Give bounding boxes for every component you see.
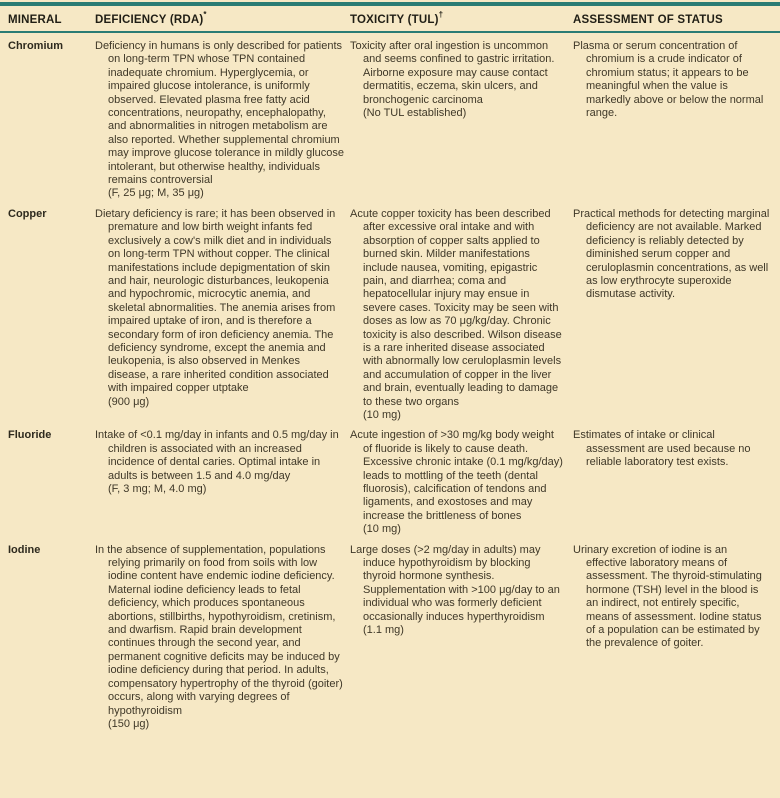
assessment-text: Plasma or serum concentration of chromium is a crude indicator of chromium status; it appears to be meaningful when the value is markedly above or below the normal range. xyxy=(573,40,764,120)
deficiency-text: Intake of <0.1 mg/day in infants and 0.5 mg/day in children is associated with an increased incidence of dental caries. Optimal intake in adults is between 1.5 and 4.0 mg/day xyxy=(95,429,339,482)
mineral-name: Fluoride xyxy=(8,429,52,442)
deficiency-cell xyxy=(95,544,350,732)
deficiency-rda-note: (900 μg) xyxy=(108,395,150,408)
assessment-cell xyxy=(573,208,772,423)
footnote-asterisk: * xyxy=(203,10,207,20)
deficiency-cell xyxy=(95,429,350,536)
deficiency-cell xyxy=(95,208,350,423)
column-header-deficiency xyxy=(95,11,350,26)
mineral-name: Iodine xyxy=(8,543,41,556)
deficiency-rda-note: (F, 25 μg; M, 35 μg) xyxy=(108,187,204,200)
assessment-text: Practical methods for detecting marginal deficiency are not available. Marked deficiency is reliably detected by diminished serum copper and ceruloplasmin concentrations, as well as low erythrocyte superoxide dismutase activity. xyxy=(573,207,770,301)
table-header-row xyxy=(0,6,780,31)
assessment-text: Estimates of intake or clinical assessment are used because no reliable laboratory test exists. xyxy=(573,429,751,469)
table-row-iodine xyxy=(0,544,780,732)
toxicity-tul-note: (No TUL established) xyxy=(363,107,467,120)
toxicity-tul-note: (10 mg) xyxy=(363,523,401,536)
column-header-assessment xyxy=(573,11,772,26)
deficiency-rda-note: (150 μg) xyxy=(108,717,150,730)
toxicity-text: Acute ingestion of >30 mg/kg body weight of fluoride is likely to cause death. Excessive chronic intake (0.1 mg/kg/day) leads to mottling of the teeth (dental fluorosis), calcification of tendons and ligaments, and exostoses and may increase the brittleness of bones xyxy=(350,429,563,522)
toxicity-text: Toxicity after oral ingestion is uncommon and seems confined to gastric irritation. Airborne exposure may cause contact dermatitis, eczema, skin ulcers, and bronchogenic carcinoma xyxy=(350,40,555,106)
column-header-mineral-label: MINERAL xyxy=(8,13,62,26)
column-header-deficiency-label: DEFICIENCY (RDA) xyxy=(95,13,204,26)
column-header-assessment-label: ASSESSMENT OF STATUS xyxy=(573,13,723,26)
assessment-cell xyxy=(573,429,772,536)
deficiency-text: Dietary deficiency is rare; it has been observed in premature and low birth weight infants fed exclusively a cow's milk diet and in individuals on long-term TPN without copper. The clinical manifestations include depigmentation of skin and hair, neurologic disturbances, leukopenia and hypochromic, microcytic anemia, and skeletal abnormalities. The anemia arises from impaired uptake of iron, and is therefore a secondary form of iron deficiency anemia. The deficiency syndrome, except the anemia and leukopenia, is also observed in Menkes disease, a rare inherited condition associated with impaired copper utptake xyxy=(95,207,336,395)
column-header-mineral xyxy=(8,11,95,26)
header-rule xyxy=(0,31,780,33)
deficiency-rda-note: (F, 3 mg; M, 4.0 mg) xyxy=(108,483,207,495)
table-row-fluoride xyxy=(0,429,780,536)
assessment-cell xyxy=(573,544,772,732)
footnote-dagger: † xyxy=(438,10,444,20)
deficiency-text: Deficiency in humans is only described for patients on long-term TPN whose TPN contained inadequate chromium. Hyperglycemia, or impaired glucose intolerance, is uniformly observed. Elevated plasma free fatty acid concentrations, neuropathy, encephalopathy, and abnormalities in nitrogen metabolism are also reported. Whether supplemental chromium may improve glucose tolerance in mildly glucose intolerant, but otherwise healthy, individuals remains controversial xyxy=(95,40,344,187)
toxicity-text: Acute copper toxicity has been described after excessive oral intake and with absorption of copper salts applied to burned skin. Milder manifestations include nausea, vomiting, epigastric pain, and diarrhea; coma and hepatocellular injury may ensue in severe cases. Toxicity may be seen with doses as low as 70 μg/kg/day. Chronic toxicity is also described. Wilson disease is a rare inherited disease associated with abnormally low ceruloplasmin levels and accumulation of copper in the liver and brain, eventually leading to damage to these two organs xyxy=(350,207,562,408)
toxicity-tul-note: (1.1 mg) xyxy=(363,624,404,637)
table-row-copper xyxy=(0,208,780,423)
mineral-name: Copper xyxy=(8,207,47,220)
column-header-toxicity-label: TOXICITY (TUL) xyxy=(350,13,439,26)
assessment-text: Urinary excretion of iodine is an effective laboratory means of assessment. The thyroid-stimulating hormone (TSH) level in the blood is an indirect, not entirely specific, means of assessment. Iodine status of a population can be estimated by the prevalence of goiter. xyxy=(573,543,762,650)
toxicity-cell xyxy=(350,544,573,732)
toxicity-cell xyxy=(350,208,573,423)
mineral-name: Chromium xyxy=(8,40,63,52)
column-header-toxicity xyxy=(350,11,573,26)
toxicity-text: Large doses (>2 mg/day in adults) may induce hypothyroidism by blocking thyroid hormone synthesis. Supplementation with >100 μg/day to an individual who was formerly deficient occasionally induces hyperthyroidism xyxy=(350,543,560,623)
assessment-cell xyxy=(573,40,772,201)
deficiency-cell xyxy=(95,40,350,201)
toxicity-cell xyxy=(350,429,573,536)
toxicity-tul-note: (10 mg) xyxy=(363,408,401,421)
deficiency-text: In the absence of supplementation, populations relying primarily on food from soils with low iodine content have endemic iodine deficiency. Maternal iodine deficiency leads to fetal deficiency, which produces spontaneous abortions, stillbirths, hypothyroidism, cretinism, and dwarfism. Rapid brain development continues through the second year, and permanent cognitive deficits may be induced by iodine deficiency during that period. In adults, compensatory hypertrophy of the thyroid (goiter) occurs, along with varying degrees of hypothyroidism xyxy=(95,543,343,717)
toxicity-cell xyxy=(350,40,573,201)
table-row-chromium xyxy=(0,40,780,201)
